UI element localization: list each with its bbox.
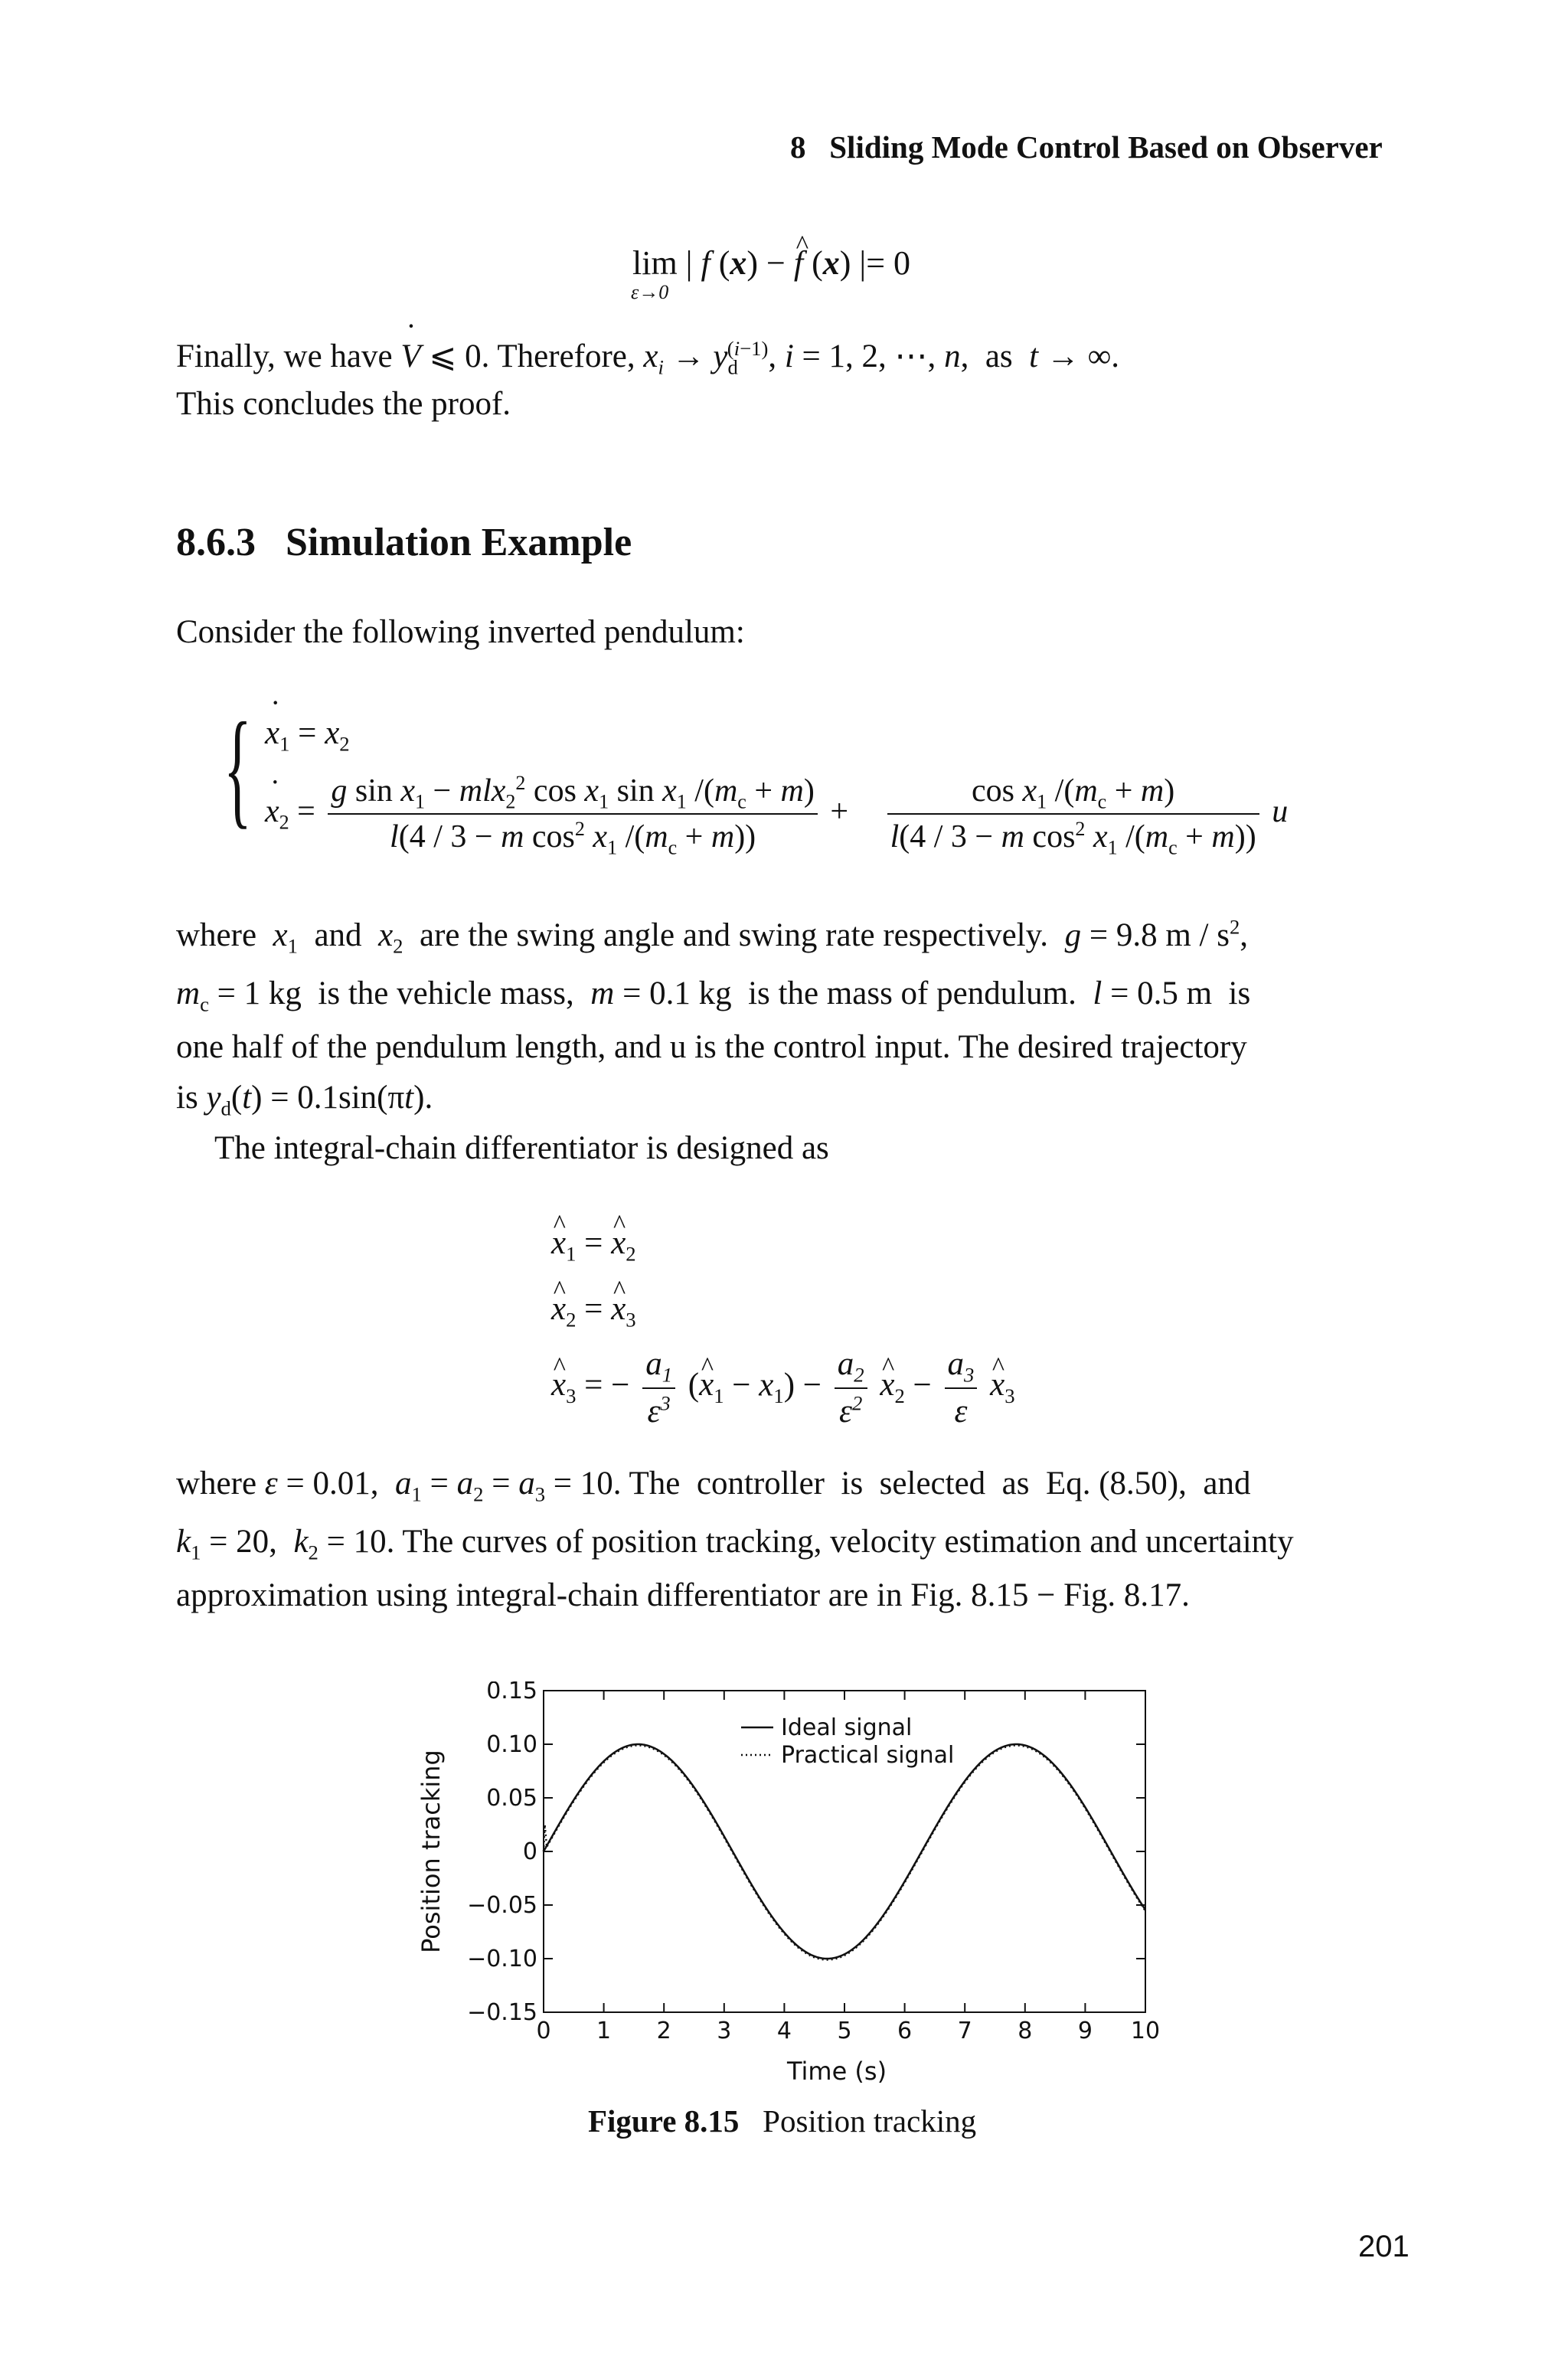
paragraph-params-1: where ε = 0.01, $a_1 = a_2 = a_3 = 10$. The controller is selected as Eq. (8.50), and	[176, 1466, 1251, 1506]
legend	[741, 1714, 954, 1769]
paragraph-where-1: where $x_1$ and $x_2$ are the swing angle and swing rate respectively. g = 9.8 m / $s^2$,	[176, 915, 1249, 958]
paragraph-params-2: $k_1 = 20$, $k_2 = 10$. The curves of position tracking, velocity estimation and uncertainty	[176, 1524, 1294, 1564]
x-tick-label: 4	[776, 2018, 792, 2044]
ideal-signal-line	[544, 1744, 1145, 1959]
paragraph-where-2: $m_c = 1$ kg is the vehicle mass, m = 0.1 kg is the mass of pendulum. l = 0.5 m is	[176, 975, 1251, 1016]
figure-label: Figure 8.15	[588, 2103, 740, 2139]
paragraph-differentiator: The integral-chain differentiator is designed as	[214, 1130, 829, 1166]
x-tick-label: 7	[957, 2018, 972, 2044]
y-tick-label: −0.05	[467, 1892, 537, 1919]
x-tick-label: 8	[1018, 2018, 1033, 2044]
chapter-title: Sliding Mode Control Based on Observer	[829, 129, 1383, 165]
y-axis-label: Position tracking	[416, 1750, 446, 1953]
x-tick-label: 2	[656, 2018, 671, 2044]
section-title: Simulation Example	[286, 521, 632, 564]
paragraph-intro: Consider the following inverted pendulum:	[176, 614, 745, 650]
y-tick-label: −0.10	[467, 1946, 537, 1972]
system-eq2: ˙ $x_2$ = $\frac{g \sin x_1 - mlx_2^2 \cos x_1 \sin x_1 /(m_c + m)}{l(4 / 3 - m \cos^2 x_1 /(m_c + m))}$ + $\frac{\cos x_1 /(m_c + m)}{l(4 / 3 - m \cos^2 x_1 /(m_c + m))}$ u	[265, 772, 1288, 857]
diff-eq2: ^ $x_2$ = ^ $x_3$	[551, 1289, 636, 1329]
figure-caption-text: Position tracking	[763, 2103, 977, 2139]
figure-caption	[588, 2103, 976, 2140]
x-tick-label: 5	[837, 2018, 852, 2044]
y-tick-label: 0.15	[486, 1681, 537, 1704]
limit-equation: lim | f (x) − ^ f (x) |= 0	[632, 243, 910, 284]
legend-practical-label: Practical signal	[781, 1742, 955, 1769]
paragraph-where-3: one half of the pendulum length, and u is the control input. The desired trajectory	[176, 1029, 1247, 1065]
practical-signal-line	[544, 1746, 1145, 1960]
conclude-line: This concludes the proof.	[176, 386, 511, 422]
paragraph-where-4: is $y_d(t) = 0.1\sin(\pi t)$.	[176, 1080, 433, 1120]
running-header	[790, 129, 1383, 166]
x-tick-label: 0	[536, 2018, 551, 2044]
diff-eq1: ^ $x_1$ = ^ $x_2$	[551, 1224, 636, 1263]
y-tick-label: 0	[522, 1838, 537, 1865]
limit-subscript: ε→0	[631, 281, 669, 303]
x-tick-label: 10	[1130, 2018, 1161, 2044]
paragraph-params-3: approximation using integral-chain differentiator are in Fig. 8.15 − Fig. 8.17.	[176, 1577, 1190, 1613]
page-number: 201	[1358, 2230, 1410, 2263]
y-tick-labels	[467, 1681, 537, 2026]
x-tick-label: 3	[717, 2018, 732, 2044]
chapter-number: 8	[790, 129, 806, 165]
section-heading	[176, 519, 632, 567]
position-tracking-chart	[413, 1681, 1171, 2110]
y-tick-label: 0.05	[486, 1785, 537, 1812]
diff-eq3: ^ $x_3$ = − $\frac{a_1}{\varepsilon^3}$ (^ $x_1 - x_1$) − $\frac{a_2}{\varepsilon^2}$ ^ $x_2$ − $\frac{a_3}{\varepsilon}$ ^ $x_3$	[551, 1345, 1015, 1431]
section-number: 8.6.3	[176, 521, 256, 564]
control-input-u: u	[1272, 794, 1289, 830]
y-tick-label: −0.15	[467, 1999, 537, 2026]
system-eq1: ˙ $x_1 = x_2$	[265, 714, 350, 753]
left-brace: {	[224, 696, 252, 840]
x-axis-label: Time (s)	[786, 2057, 887, 2086]
x-tick-label: 9	[1077, 2018, 1093, 2044]
series-lines	[544, 1744, 1145, 1959]
y-tick-label: 0.10	[486, 1731, 537, 1758]
x-tick-label: 6	[897, 2018, 913, 2044]
finally-line: Finally, we have ˙ V ⩽ 0. Therefore, $x_i \to y_d^{(i-1)}$, i = 1, 2, ⋯, n, as t → ∞.	[176, 337, 1119, 377]
legend-ideal-label: Ideal signal	[781, 1714, 913, 1741]
x-tick-labels	[536, 2018, 1160, 2044]
x-tick-label: 1	[596, 2018, 612, 2044]
